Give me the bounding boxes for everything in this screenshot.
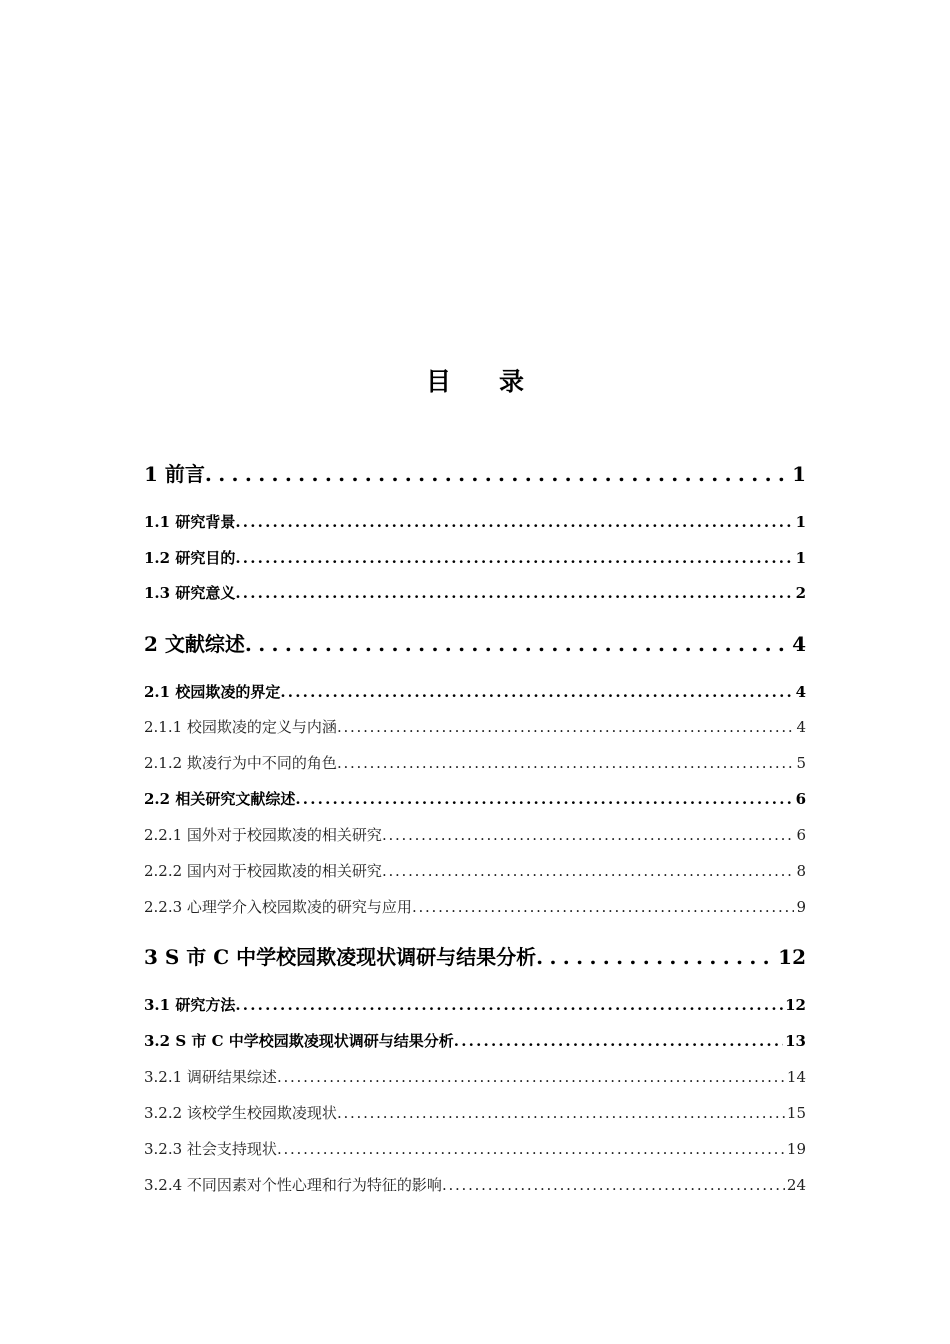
- toc-entry[interactable]: [144, 941, 806, 970]
- toc-entry-page: 4: [792, 632, 806, 656]
- toc-entry[interactable]: [144, 628, 806, 657]
- toc-entry-page: 8: [796, 862, 806, 880]
- toc-entry-label: 2.2.2 国内对于校园欺凌的相关研究: [144, 862, 382, 880]
- toc-leader-dots: [277, 1140, 785, 1158]
- toc-entry-label: 3.2.1 调研结果综述: [144, 1068, 277, 1086]
- toc-entry-page: 6: [795, 790, 806, 808]
- toc-entry[interactable]: [144, 1138, 806, 1159]
- toc-leader-dots: [235, 996, 783, 1014]
- toc-leader-dots: [536, 945, 776, 969]
- toc-entry-label: 3.2.4 不同因素对个性心理和行为特征的影响: [144, 1176, 442, 1194]
- toc-entry-label: 2.1.2 欺凌行为中不同的角色: [144, 754, 337, 772]
- toc-entry-label: 1.1 研究背景: [144, 513, 236, 531]
- toc-leader-dots: [295, 790, 793, 808]
- toc-entry-label: 2 文献综述: [144, 632, 245, 656]
- toc-entry-label: 2.2 相关研究文献综述: [144, 790, 296, 808]
- toc-entry-page: 5: [796, 754, 806, 772]
- toc-entry[interactable]: [144, 824, 806, 845]
- toc-leader-dots: [337, 754, 795, 772]
- toc-entry[interactable]: [144, 547, 806, 568]
- toc-entry-page: 12: [785, 996, 806, 1014]
- toc-leader-dots: [382, 862, 795, 880]
- toc-leader-dots: [277, 1068, 785, 1086]
- toc-entry[interactable]: [144, 681, 806, 702]
- toc-entry[interactable]: [144, 896, 806, 917]
- toc-entry-page: 1: [795, 513, 806, 531]
- toc-entry[interactable]: [144, 1174, 806, 1195]
- toc-entry[interactable]: [144, 788, 806, 809]
- toc-entry-page: 1: [792, 462, 806, 486]
- toc-entry-label: 3.2.3 社会支持现状: [144, 1140, 277, 1158]
- toc-entry-label: 1 前言: [144, 462, 205, 486]
- toc-entry-page: 19: [786, 1140, 806, 1158]
- toc-entry[interactable]: [144, 458, 806, 487]
- toc-entry-label: 2.2.1 国外对于校园欺凌的相关研究: [144, 826, 382, 844]
- toc-leader-dots: [382, 826, 795, 844]
- toc-entry-label: 3.2.2 该校学生校园欺凌现状: [144, 1104, 337, 1122]
- toc-entry-page: 24: [786, 1176, 806, 1194]
- toc-leader-dots: [235, 549, 793, 567]
- toc-entry-label: 1.2 研究目的: [144, 549, 236, 567]
- toc-entry-page: 15: [786, 1104, 806, 1122]
- toc-entry-label: 3.1 研究方法: [144, 996, 236, 1014]
- toc-leader-dots: [235, 513, 793, 531]
- toc-entry[interactable]: [144, 1030, 806, 1051]
- toc-title-char: 目: [425, 367, 451, 396]
- toc-entry-page: 14: [786, 1068, 806, 1086]
- toc-entry-page: 4: [796, 718, 806, 736]
- toc-leader-dots: [280, 683, 793, 701]
- toc-entry-page: 13: [785, 1032, 806, 1050]
- toc-entry[interactable]: [144, 752, 806, 773]
- toc-entry[interactable]: [144, 1066, 806, 1087]
- toc-entry[interactable]: [144, 860, 806, 881]
- toc-entry-label: 3 S 市 C 中学校园欺凌现状调研与结果分析: [144, 945, 537, 969]
- toc-entry-page: 2: [795, 584, 806, 602]
- toc-leader-dots: [454, 1032, 783, 1050]
- toc-entry-page: 4: [795, 683, 806, 701]
- toc-entry-label: 1.3 研究意义: [144, 584, 236, 602]
- toc-leader-dots: [337, 718, 795, 736]
- toc-entry-page: 12: [778, 945, 806, 969]
- toc-entry-label: 3.2 S 市 C 中学校园欺凌现状调研与结果分析: [144, 1032, 454, 1050]
- toc-entry[interactable]: [144, 582, 806, 603]
- toc-leader-dots: [337, 1104, 785, 1122]
- toc-title-char: 录: [499, 367, 525, 396]
- toc-leader-dots: [205, 462, 790, 486]
- toc-entry-label: 2.1 校园欺凌的界定: [144, 683, 281, 701]
- toc-entry-page: 6: [796, 826, 806, 844]
- toc-entry[interactable]: [144, 994, 806, 1015]
- toc-entry-label: 2.2.3 心理学介入校园欺凌的研究与应用: [144, 898, 412, 916]
- toc-leader-dots: [245, 632, 790, 656]
- toc-entry[interactable]: [144, 1102, 806, 1123]
- toc-entry[interactable]: [144, 511, 806, 532]
- toc-entry[interactable]: [144, 716, 806, 737]
- toc-entry-label: 2.1.1 校园欺凌的定义与内涵: [144, 718, 337, 736]
- toc-title: [0, 362, 950, 398]
- toc-entry-page: 9: [796, 898, 806, 916]
- toc-leader-dots: [235, 584, 793, 602]
- toc-entry-page: 1: [795, 549, 806, 567]
- toc-leader-dots: [442, 1176, 785, 1194]
- toc-leader-dots: [412, 898, 795, 916]
